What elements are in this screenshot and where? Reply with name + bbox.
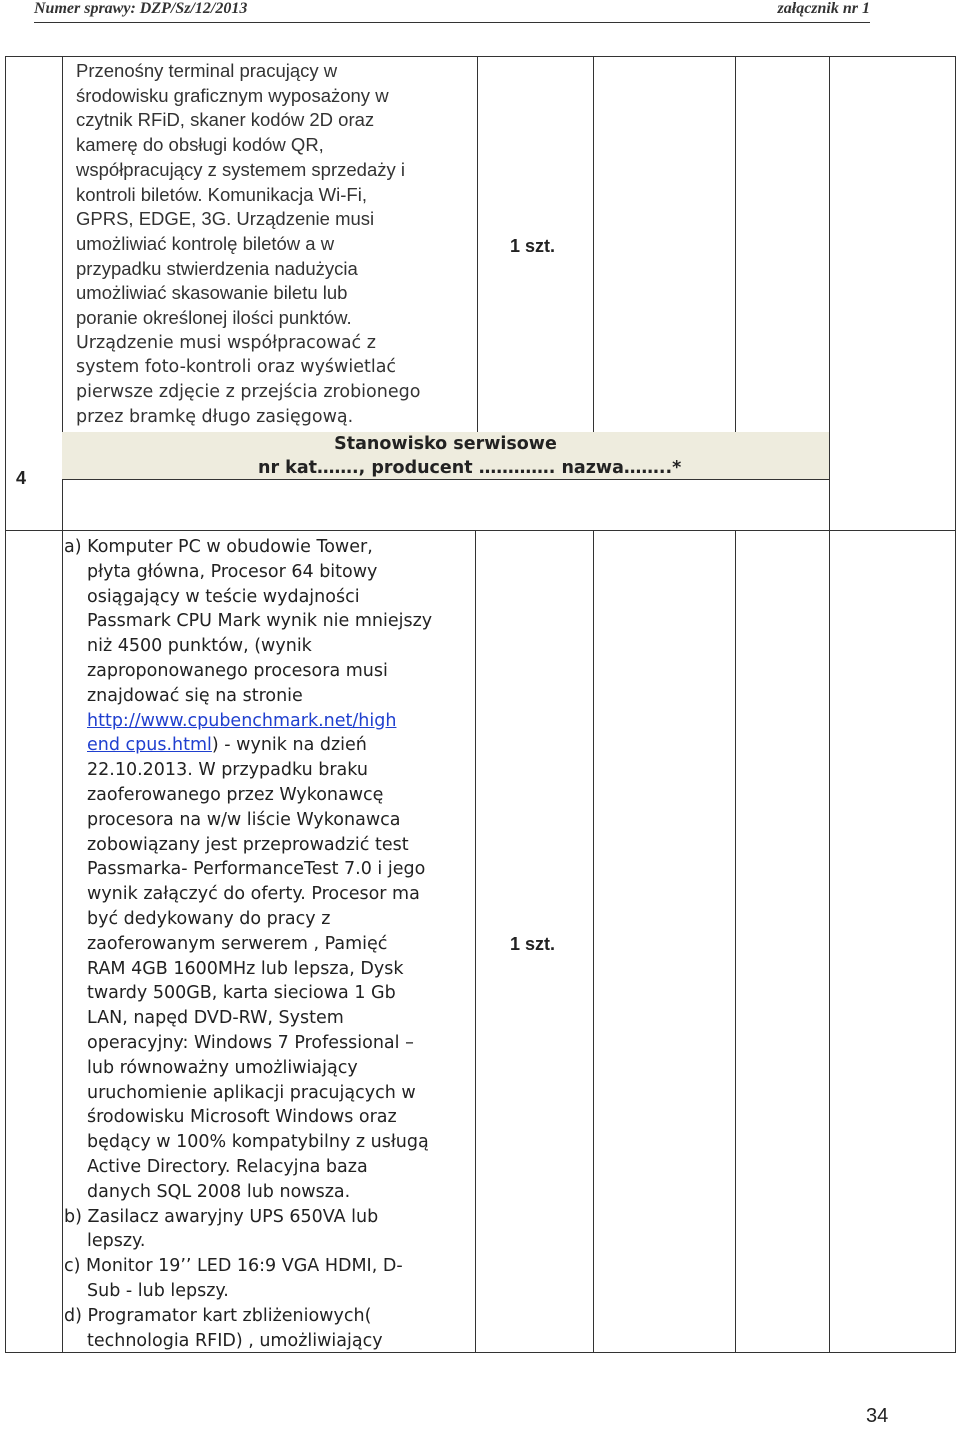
description-line: współpracujący z systemem sprzedaży i bbox=[76, 158, 405, 180]
description-line: Sub - lub lepszy. bbox=[87, 1280, 229, 1301]
item-quantity: 1 szt. bbox=[510, 236, 556, 256]
section-header bbox=[62, 432, 829, 478]
cpubenchmark-link-continued[interactable]: end cpus.html bbox=[87, 735, 212, 756]
description-line: danych SQL 2008 lub nowsza. bbox=[87, 1181, 351, 1202]
description-line: czytnik RFiD, skaner kodów 2D oraz bbox=[76, 109, 375, 131]
table-right-border bbox=[955, 56, 956, 1352]
description-line: środowisku graficznym wyposażony w bbox=[76, 84, 389, 106]
description-line: umożliwiać kontrolę biletów a w bbox=[76, 232, 335, 254]
link-suffix: ) - wynik na dzień bbox=[211, 735, 367, 756]
item-quantity: 1 szt. bbox=[510, 934, 556, 954]
description-line: osiągający w teście wydajności bbox=[87, 586, 360, 607]
description-line: technologia RFID) , umożliwiający bbox=[87, 1330, 383, 1351]
description-line: przez bramkę długo zasięgową. bbox=[76, 406, 354, 427]
description-line: zobowiązany jest przeprowadzić test bbox=[87, 834, 409, 855]
date-continuation: W przypadku braku bbox=[192, 760, 368, 781]
description-line: poranie określonej ilości punktów. bbox=[76, 307, 352, 329]
description-line: kamerę do obsługi kodów QR, bbox=[76, 134, 324, 156]
page-number: 34 bbox=[866, 1405, 889, 1427]
description-line: wynik załączyć do oferty. Procesor ma bbox=[87, 884, 420, 905]
description-line: Active Directory. Relacyjna baza bbox=[87, 1156, 368, 1177]
test-date: 22.10.2013. bbox=[87, 760, 193, 781]
description-line bbox=[64, 733, 474, 758]
description-line: Passmark CPU Mark wynik nie mniejszy bbox=[87, 611, 433, 632]
description-line: b) Zasilacz awaryjny UPS 650VA lub bbox=[64, 1206, 379, 1227]
section-title: Stanowisko serwisowe bbox=[334, 434, 557, 454]
description-line: system foto-kontroli oraz wyświetlać bbox=[76, 357, 397, 378]
row-divider bbox=[5, 530, 956, 531]
col-divider bbox=[735, 56, 736, 432]
description-line: pierwsze zdjęcie z przejścia zrobionego bbox=[76, 382, 421, 403]
description-line: przypadku stwierdzenia nadużycia bbox=[76, 257, 358, 279]
item-description bbox=[64, 535, 474, 1353]
col-divider bbox=[475, 530, 476, 1352]
col-divider bbox=[735, 530, 736, 1352]
description-line: procesora na w/w liście Wykonawca bbox=[87, 809, 401, 830]
description-line: LAN, napęd DVD-RW, System bbox=[87, 1008, 344, 1029]
description-line: niż 4500 punktów, (wynik bbox=[87, 636, 312, 657]
col-divider bbox=[593, 530, 594, 1352]
case-number: Numer sprawy: DZP/Sz/12/2013 bbox=[34, 0, 248, 17]
description-line: będący w 100% kompatybilny z usługą bbox=[87, 1132, 429, 1153]
description-line: kontroli biletów. Komunikacja Wi-Fi, bbox=[76, 183, 367, 205]
cpubenchmark-link[interactable]: http://www.cpubenchmark.net/high bbox=[87, 710, 397, 731]
description-line: być dedykowany do pracy z bbox=[87, 908, 331, 929]
description-line: lub równoważny umożliwiający bbox=[87, 1057, 358, 1078]
description-line: operacyjny: Windows 7 Professional – bbox=[87, 1032, 414, 1053]
description-line: środowisku Microsoft Windows oraz bbox=[87, 1107, 397, 1128]
attachment-label: załącznik nr 1 bbox=[777, 0, 870, 17]
description-line: zaoferowanego przez Wykonawcę bbox=[87, 784, 384, 805]
description-line: Urządzenie musi współpracować z bbox=[76, 332, 376, 353]
description-line: znajdować się na stronie bbox=[87, 685, 303, 706]
description-line: zaoferowanym serwerem , Pamięć bbox=[87, 933, 388, 954]
description-line: GPRS, EDGE, 3G. Urządzenie musi bbox=[76, 208, 375, 230]
description-line: RAM 4GB 1600MHz lub lepsza, Dysk bbox=[87, 958, 404, 979]
col-divider bbox=[62, 530, 63, 1352]
description-line: uruchomienie aplikacji pracujących w bbox=[87, 1082, 416, 1103]
table-left-border bbox=[5, 56, 6, 1352]
description-line: d) Programator kart zbliżeniowych( bbox=[64, 1305, 372, 1326]
description-line: umożliwiać skasowanie biletu lub bbox=[76, 282, 348, 304]
col-divider bbox=[477, 56, 478, 432]
col-divider bbox=[829, 530, 830, 1352]
description-line: a) Komputer PC w obudowie Tower, bbox=[64, 537, 373, 557]
description-line bbox=[64, 709, 474, 734]
col-divider bbox=[829, 56, 830, 530]
section-catalog-line: nr kat……., producent …………. nazwa……..* bbox=[258, 458, 682, 478]
description-line: Przenośny terminal pracujący w bbox=[76, 60, 338, 81]
page-header bbox=[34, 0, 870, 23]
table-top-border bbox=[5, 56, 956, 57]
col-divider bbox=[593, 56, 594, 432]
description-line: lepszy. bbox=[87, 1231, 146, 1252]
row-number: 4 bbox=[16, 468, 27, 488]
description-line: płyta główna, Procesor 64 bitowy bbox=[87, 561, 378, 582]
description-line: zaproponowanego procesora musi bbox=[87, 660, 388, 681]
description-line bbox=[64, 758, 474, 783]
description-line: c) Monitor 19’’ LED 16:9 VGA HDMI, D- bbox=[64, 1256, 403, 1277]
description-line: twardy 500GB, karta sieciowa 1 Gb bbox=[87, 983, 396, 1004]
description-line: Passmarka- PerformanceTest 7.0 i jego bbox=[87, 859, 426, 880]
item-description bbox=[76, 59, 476, 430]
